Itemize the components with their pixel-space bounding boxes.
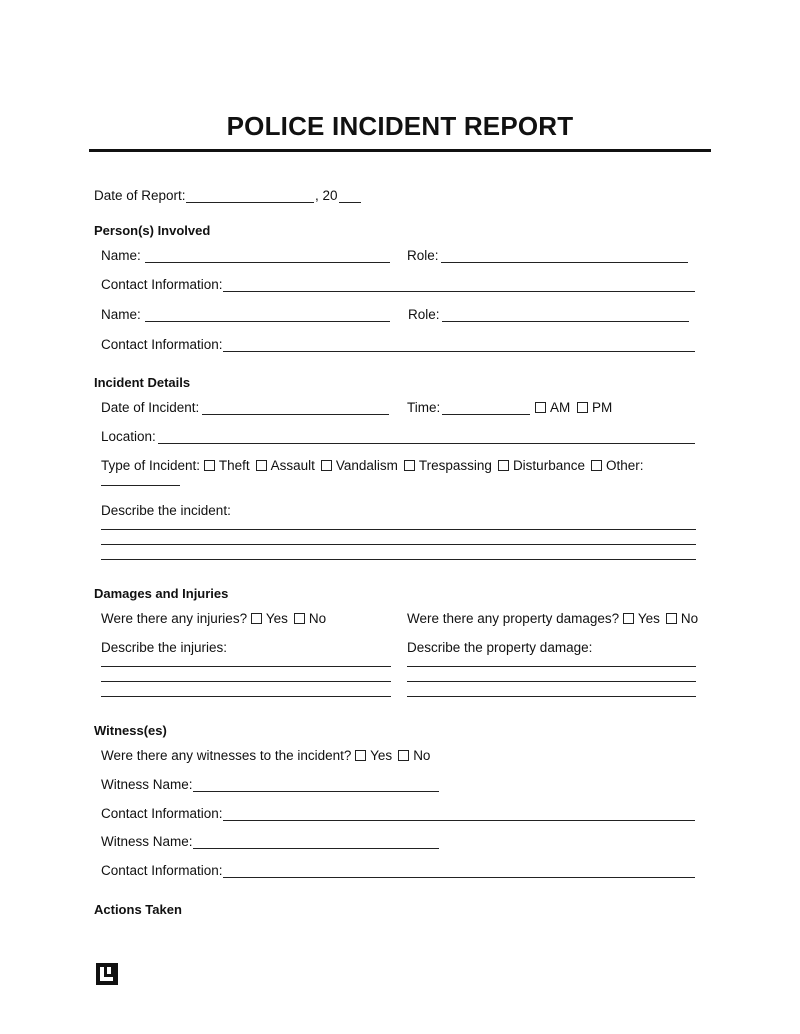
brand-logo-icon [96,963,118,985]
actions-heading: Actions Taken [94,902,182,917]
person-2-role-label: Role: [408,307,440,322]
injuries-yes-checkbox[interactable] [251,613,262,624]
type-vandalism[interactable] [321,458,398,473]
disturbance-label: Disturbance [512,458,585,473]
property-question-text: Were there any property damages? [407,611,620,626]
person-1-contact-label: Contact Information: [101,277,223,292]
witness-2-name-field[interactable] [193,848,439,849]
date-of-report-field[interactable] [186,202,314,203]
witnesses-no[interactable] [398,748,430,763]
incident-type-row [101,456,701,476]
witnesses-question-row [101,746,701,766]
person-2-contact-field[interactable] [223,351,695,352]
witnesses-yes[interactable] [355,748,392,763]
person-2-role-field[interactable] [442,321,689,322]
incident-type-label [101,456,650,476]
injuries-no-checkbox[interactable] [294,613,305,624]
witness-1-contact-label: Contact Information: [101,806,223,821]
describe-property-line-3[interactable] [407,696,696,697]
describe-incident-label: Describe the incident: [101,503,231,518]
witnesses-no-checkbox[interactable] [398,750,409,761]
title-divider [89,149,711,152]
vandalism-label: Vandalism [335,458,398,473]
am-checkbox[interactable] [535,402,546,413]
person-1-name-label: Name: [101,248,141,263]
describe-injuries-label: Describe the injuries: [101,640,228,655]
witnesses-yes-label: Yes [370,748,393,763]
incident-time-field[interactable] [442,414,530,415]
injuries-question [101,609,332,629]
type-assault[interactable] [256,458,315,473]
year-prefix: , 20 [315,188,338,203]
persons-heading: Person(s) Involved [94,223,211,238]
describe-property-label: Describe the property damage: [407,640,593,655]
incident-heading: Incident Details [94,375,191,390]
describe-injuries-line-3[interactable] [101,696,391,697]
witness-1-contact-row [101,804,701,824]
assault-label: Assault [270,458,315,473]
person-1-contact-field[interactable] [223,291,695,292]
page-title: POLICE INCIDENT REPORT [226,111,574,141]
witnesses-heading: Witness(es) [94,723,167,738]
pm-option[interactable] [577,398,612,418]
property-no[interactable] [666,611,698,626]
witnesses-yes-checkbox[interactable] [355,750,366,761]
witness-1-contact-field[interactable] [223,820,695,821]
person-2-name-field[interactable] [145,321,390,322]
damages-question-row [101,609,701,629]
theft-label: Theft [218,458,250,473]
theft-checkbox[interactable] [204,460,215,471]
person-1-row [101,246,701,266]
property-yes-checkbox[interactable] [623,613,634,624]
describe-incident-line-1[interactable] [101,529,696,530]
person-2-row [101,305,701,325]
vandalism-checkbox[interactable] [321,460,332,471]
describe-injuries-line-1[interactable] [101,666,391,667]
describe-injuries-line-2[interactable] [101,681,391,682]
incident-date-label: Date of Incident: [101,400,200,415]
trespassing-checkbox[interactable] [404,460,415,471]
date-of-report-label: Date of Report: [94,188,186,203]
witness-2-name-row [101,832,701,852]
location-label: Location: [101,429,156,444]
witness-1-name-field[interactable] [193,791,439,792]
damages-describe-row [101,638,701,658]
witness-2-contact-row [101,861,701,881]
other-label: Other: [605,458,644,473]
trespassing-label: Trespassing [418,458,492,473]
describe-incident-line-3[interactable] [101,559,696,560]
witness-2-contact-label: Contact Information: [101,863,223,878]
other-type-field[interactable] [101,485,180,486]
person-1-contact-row [101,275,701,295]
person-2-contact-label: Contact Information: [101,337,223,352]
type-disturbance[interactable] [498,458,585,473]
person-1-role-label: Role: [407,248,439,263]
incident-time-label: Time: [407,400,441,415]
injuries-no-label: No [308,611,327,626]
location-field[interactable] [158,443,695,444]
witnesses-no-label: No [413,748,431,763]
pm-label: PM [592,400,613,415]
describe-incident-line-2[interactable] [101,544,696,545]
witness-1-name-row [101,775,701,795]
other-checkbox[interactable] [591,460,602,471]
year-field[interactable] [339,202,361,203]
type-theft[interactable] [204,458,250,473]
person-1-role-field[interactable] [441,262,688,263]
describe-property-line-1[interactable] [407,666,696,667]
witness-2-contact-field[interactable] [223,877,695,878]
disturbance-checkbox[interactable] [498,460,509,471]
incident-date-field[interactable] [202,414,389,415]
incident-date-time-row [101,398,701,418]
property-no-label: No [680,611,699,626]
assault-checkbox[interactable] [256,460,267,471]
person-2-contact-row [101,335,701,355]
property-yes[interactable] [623,611,660,626]
property-yes-label: Yes [637,611,660,626]
am-label: AM [550,400,571,415]
damages-heading: Damages and Injuries [94,586,229,601]
injuries-yes[interactable] [251,611,288,626]
property-question [407,609,704,629]
pm-checkbox[interactable] [577,402,588,413]
injuries-no[interactable] [294,611,326,626]
injuries-yes-label: Yes [265,611,288,626]
describe-property-line-2[interactable] [407,681,696,682]
injuries-question-text: Were there any injuries? [101,611,248,626]
type-trespassing[interactable] [404,458,492,473]
person-2-name-label: Name: [101,307,141,322]
date-of-report-row [94,186,394,206]
type-other[interactable] [591,458,644,473]
witness-2-name-label: Witness Name: [101,834,193,849]
witnesses-question [101,746,436,766]
incident-type-label-text: Type of Incident: [101,458,201,473]
property-no-checkbox[interactable] [666,613,677,624]
describe-incident-row [101,501,401,521]
am-option[interactable] [535,398,570,418]
witness-1-name-label: Witness Name: [101,777,193,792]
location-row [101,427,701,447]
person-1-name-field[interactable] [145,262,390,263]
witnesses-question-text: Were there any witnesses to the incident? [101,748,352,763]
